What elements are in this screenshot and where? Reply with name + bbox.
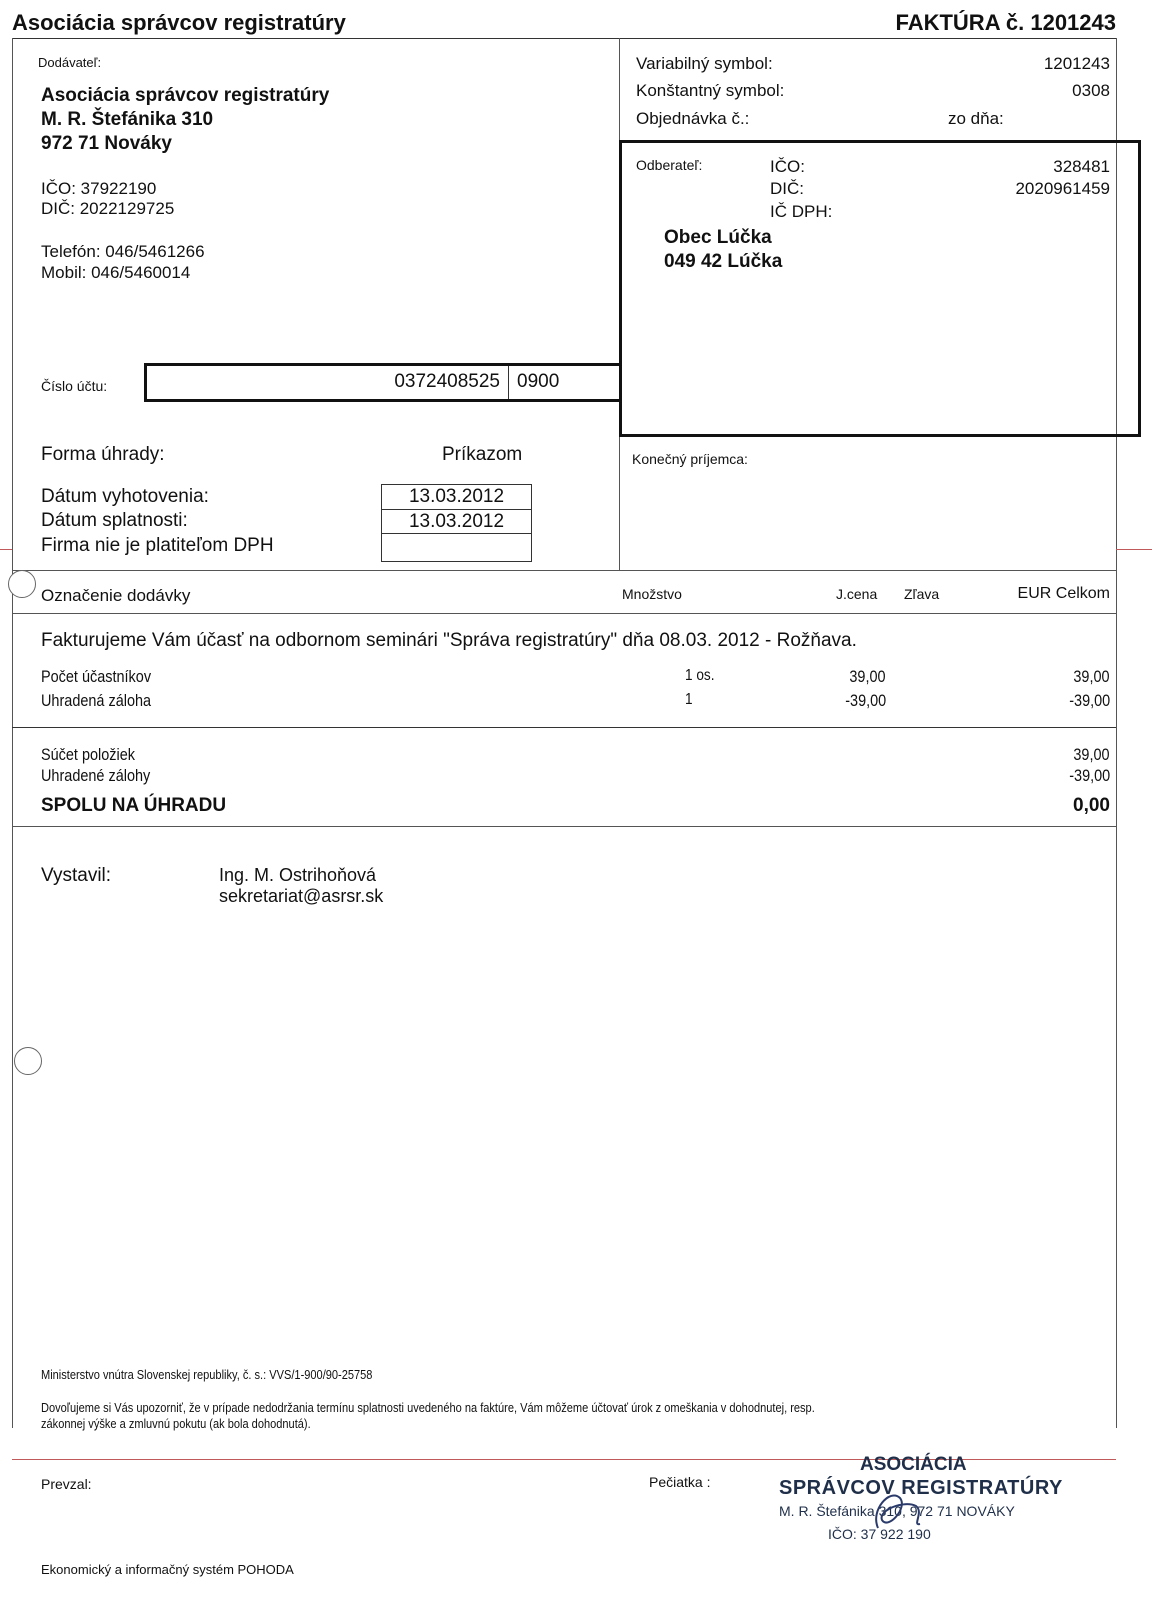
customer-address: 049 42 Lúčka: [664, 251, 783, 272]
stamp-line-4: IČO: 37 922 190: [828, 1526, 931, 1542]
constant-symbol-label: Konštantný symbol:: [636, 81, 785, 100]
issue-date-label: Dátum vyhotovenia:: [41, 486, 209, 507]
account-separator: [508, 366, 509, 399]
customer-ico-value: 328481: [1053, 157, 1110, 176]
total-due-value: 0,00: [1073, 795, 1110, 816]
vat-note-box: [381, 533, 532, 562]
supplier-phone: Telefón: 046/5461266: [41, 242, 205, 261]
items-bottom-rule: [12, 727, 1116, 728]
supplier-label: Dodávateľ:: [38, 55, 102, 70]
advances-label: Uhradené zálohy: [41, 766, 151, 785]
items-header-total: EUR Celkom: [1017, 585, 1110, 602]
stamp-line-2: SPRÁVCOV REGISTRATÚRY: [779, 1477, 1063, 1499]
item-2-total: -39,00: [1069, 691, 1110, 710]
customer-dic-label: DIČ:: [770, 179, 804, 198]
left-border: [12, 38, 13, 1428]
due-date-label: Dátum splatnosti:: [41, 510, 188, 531]
supplier-ico: IČO: 37922190: [41, 179, 157, 198]
total-due-label: SPOLU NA ÚHRADU: [41, 795, 227, 816]
org-title: Asociácia správcov registratúry: [12, 10, 346, 35]
order-date-label: zo dňa:: [948, 109, 1004, 128]
variable-symbol-value: 1201243: [1043, 54, 1110, 73]
sum-label: Súčet položiek: [41, 745, 135, 764]
top-rule: [12, 38, 1116, 39]
supplier-dic: DIČ: 2022129725: [41, 199, 175, 218]
supplier-mobile: Mobil: 046/5460014: [41, 263, 191, 282]
invoice-title: FAKTÚRA č. 1201243: [895, 10, 1116, 35]
items-header-description: Označenie dodávky: [41, 586, 191, 605]
bank-code: 0900: [517, 371, 560, 392]
warning-line-2: zákonnej výške a zmluvnú pokutu (ak bola dohodnutá).: [41, 1416, 311, 1431]
item-1-total: 39,00: [1073, 667, 1110, 686]
issuer-email: sekretariat@asrsr.sk: [219, 886, 384, 906]
item-2-name: Uhradená záloha: [41, 691, 152, 710]
stamp-line-1: ASOCIÁCIA: [860, 1454, 967, 1475]
customer-icdph-label: IČ DPH:: [770, 202, 833, 221]
order-number-label: Objednávka č.:: [636, 109, 750, 128]
item-2-qty: 1: [685, 691, 693, 708]
sum-value: 39,00: [1073, 745, 1110, 764]
final-recipient-label: Konečný príjemca:: [632, 451, 748, 467]
vat-note: Firma nie je platiteľom DPH: [41, 535, 274, 556]
items-header-discount: Zľava: [904, 586, 940, 602]
received-by-label: Prevzal:: [41, 1476, 92, 1492]
issue-date-value: 13.03.2012: [381, 484, 532, 510]
ministry-note: Ministerstvo vnútra Slovenskej republiky, č. s.: VVS/1-900/90-25758: [41, 1367, 373, 1382]
fold-mark-right: [1116, 549, 1152, 550]
system-footer: Ekonomický a informačný systém POHODA: [41, 1562, 294, 1577]
summary-rule: [12, 826, 1116, 827]
customer-label: Odberateľ:: [636, 157, 703, 173]
signature: [860, 1480, 940, 1540]
stamp-label: Pečiatka :: [649, 1474, 711, 1490]
issuer-label: Vystavil:: [41, 865, 112, 886]
constant-symbol-value: 0308: [1072, 81, 1110, 100]
customer-ico-label: IČO:: [770, 157, 805, 176]
item-2-price: -39,00: [845, 691, 886, 710]
warning-line-1: Dovoľujeme si Vás upozorniť, že v prípade nedodržania termínu splatnosti uvedeného na faktúre, Vám môžeme účtovať úrok z omeškania v dohodnutej, resp.: [41, 1400, 815, 1415]
variable-symbol-label: Variabilný symbol:: [636, 54, 773, 73]
supplier-city: 972 71 Nováky: [41, 133, 172, 154]
punch-hole-bottom: [14, 1047, 42, 1075]
advances-value: -39,00: [1069, 766, 1110, 785]
fold-mark-left: [0, 549, 12, 550]
account-number: 0372408525: [394, 371, 500, 392]
customer-dic-value: 2020961459: [1015, 179, 1110, 198]
item-1-qty: 1 os.: [685, 667, 715, 684]
item-1-price: 39,00: [849, 667, 886, 686]
items-header-unit-price: J.cena: [836, 586, 878, 602]
items-header-rule: [12, 613, 1116, 614]
due-date-value: 13.03.2012: [381, 509, 532, 534]
items-intro: Fakturujeme Vám účasť na odbornom seminári "Správa registratúry" dňa 08.03. 2012 - Rožňava.: [41, 630, 857, 651]
items-header-quantity: Množstvo: [622, 586, 682, 602]
supplier-name: Asociácia správcov registratúry: [41, 85, 330, 106]
supplier-street: M. R. Štefánika 310: [41, 109, 214, 130]
account-label: Číslo účtu:: [41, 378, 108, 394]
issuer-name: Ing. M. Ostrihoňová: [219, 865, 377, 885]
customer-name: Obec Lúčka: [664, 227, 772, 248]
payment-method-label: Forma úhrady:: [41, 444, 165, 465]
stamp-line-3: M. R. Štefánika 310, 972 71 NOVÁKY: [779, 1503, 1015, 1519]
item-1-name: Počet účastníkov: [41, 667, 152, 686]
punch-hole-top: [8, 570, 36, 598]
payment-method-value: Príkazom: [442, 444, 523, 465]
items-top-rule: [12, 570, 1116, 571]
